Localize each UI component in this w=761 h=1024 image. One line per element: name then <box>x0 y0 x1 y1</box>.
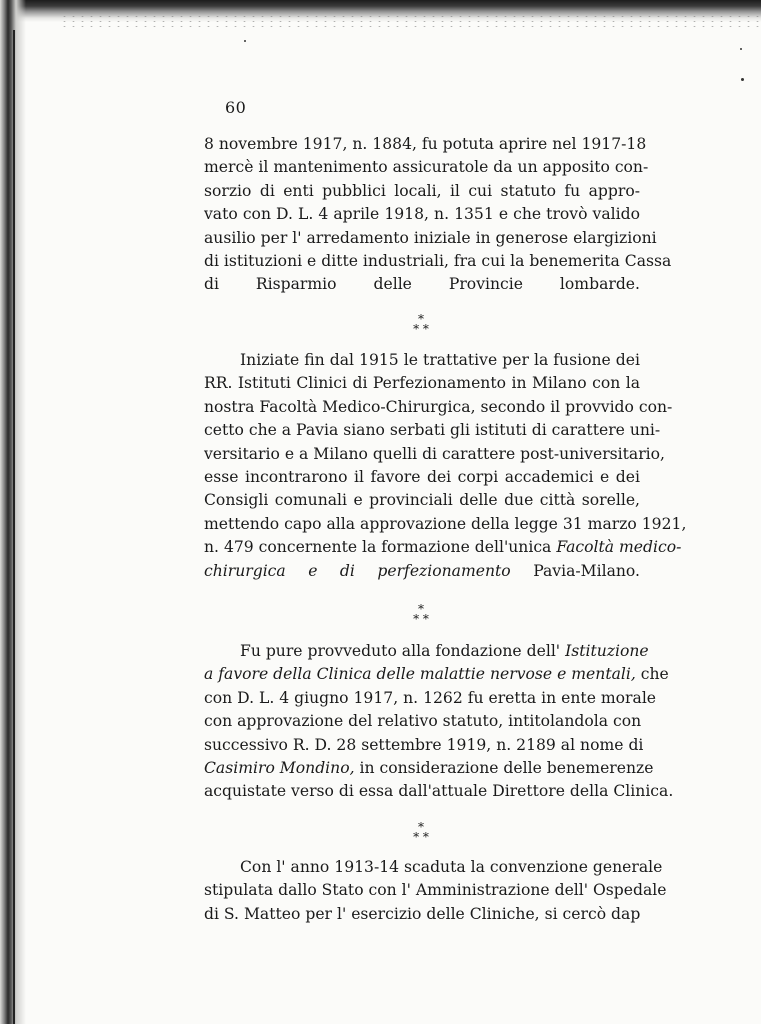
text-line: 8 novembre 1917, n. 1884, fu potuta aprire nel 1917-18 <box>204 135 647 153</box>
text-line: versitario e a Milano quelli di carattere post-universitario, <box>204 444 665 463</box>
text-line: esse incontrarono il favore dei corpi accademici e dei <box>204 468 640 487</box>
scan-speck <box>244 40 246 42</box>
text-line <box>204 640 649 663</box>
asterism-bottom: * * <box>413 322 429 336</box>
page-number: 60 <box>225 98 247 117</box>
text-run: Pavia-Milano. <box>510 561 640 580</box>
text-line: Consigli comunali e provinciali delle due città sorelle, <box>204 491 640 510</box>
italic-title: Istituzione <box>565 642 649 660</box>
text-line: ausilio per l' arredamento iniziale in generose elargizioni <box>204 228 657 247</box>
text-line: con D. L. 4 giugno 1917, n. 1262 fu eretta in ente morale <box>204 688 657 707</box>
text-line: sorzio di enti pubblici locali, il cui statuto fu appro- <box>204 181 640 200</box>
text-run: in considerazione delle benemerenze <box>354 759 654 778</box>
text-line: RR. Istituti Clinici di Perfezionamento in Milano con la <box>204 374 640 393</box>
text-line: di S. Matteo per l' esercizio delle Cliniche, si cercò dap <box>204 904 641 923</box>
text-line: di istituzioni e ditte industriali, fra cui la benemerita Cassa <box>204 252 672 271</box>
text-line: cetto che a Pavia siano serbati gli istituti di carattere uni- <box>204 421 661 440</box>
italic-title: Facoltà medico- <box>556 538 682 557</box>
scan-speck <box>740 48 742 50</box>
text-run: Fu pure provveduto alla fondazione dell' <box>240 642 566 660</box>
scan-speck <box>741 78 744 81</box>
paragraph-1 <box>204 133 672 297</box>
asterism-top: * <box>418 820 424 834</box>
scan-binding-line <box>13 30 15 1024</box>
asterism-top: * <box>418 602 424 616</box>
scan-top-speckle <box>60 14 760 28</box>
text-line: con approvazione del relativo statuto, intitolandola con <box>204 712 642 731</box>
text-line: nostra Facoltà Medico-Chirurgica, secondo il provvido con- <box>204 397 673 416</box>
section-separator <box>408 604 434 626</box>
italic-name: Casimiro Mondino, <box>204 759 355 778</box>
paragraph-2 <box>204 349 687 583</box>
text-line <box>204 536 682 559</box>
text-line: mettendo capo alla approvazione della legge 31 marzo 1921, <box>204 514 687 533</box>
text-line: di Risparmio delle Provincie lombarde. <box>204 275 640 294</box>
text-line: vato con D. L. 4 aprile 1918, n. 1351 e che trovò valido <box>204 205 640 224</box>
text-line <box>204 757 654 780</box>
italic-title: a favore della Clinica delle malattie nervose e mentali, <box>204 665 636 684</box>
asterism-bottom: * * <box>413 830 429 844</box>
asterism-top: * <box>418 312 424 326</box>
italic-title: chirurgica e di perfezionamento <box>204 561 511 580</box>
text-line: Iniziate fin dal 1915 le trattative per la fusione dei <box>240 351 640 369</box>
text-line: mercè il mantenimento assicuratole da un apposito con- <box>204 158 649 177</box>
asterism-bottom: * * <box>413 612 429 626</box>
text-run: n. 479 concernente la formazione dell'unica <box>204 538 557 557</box>
text-line: Con l' anno 1913-14 scaduta la convenzione generale <box>240 858 663 876</box>
paragraph-4 <box>204 856 667 926</box>
text-line: stipulata dallo Stato con l' Amministrazione dell' Ospedale <box>204 881 667 900</box>
text-run: che <box>635 665 669 684</box>
section-separator <box>408 822 434 844</box>
text-line <box>204 560 640 583</box>
text-line: acquistate verso di essa dall'attuale Direttore della Clinica. <box>204 782 674 801</box>
text-line <box>204 663 669 686</box>
section-separator <box>408 314 434 336</box>
paragraph-3 <box>204 640 674 804</box>
text-line: successivo R. D. 28 settembre 1919, n. 2189 al nome di <box>204 735 644 754</box>
